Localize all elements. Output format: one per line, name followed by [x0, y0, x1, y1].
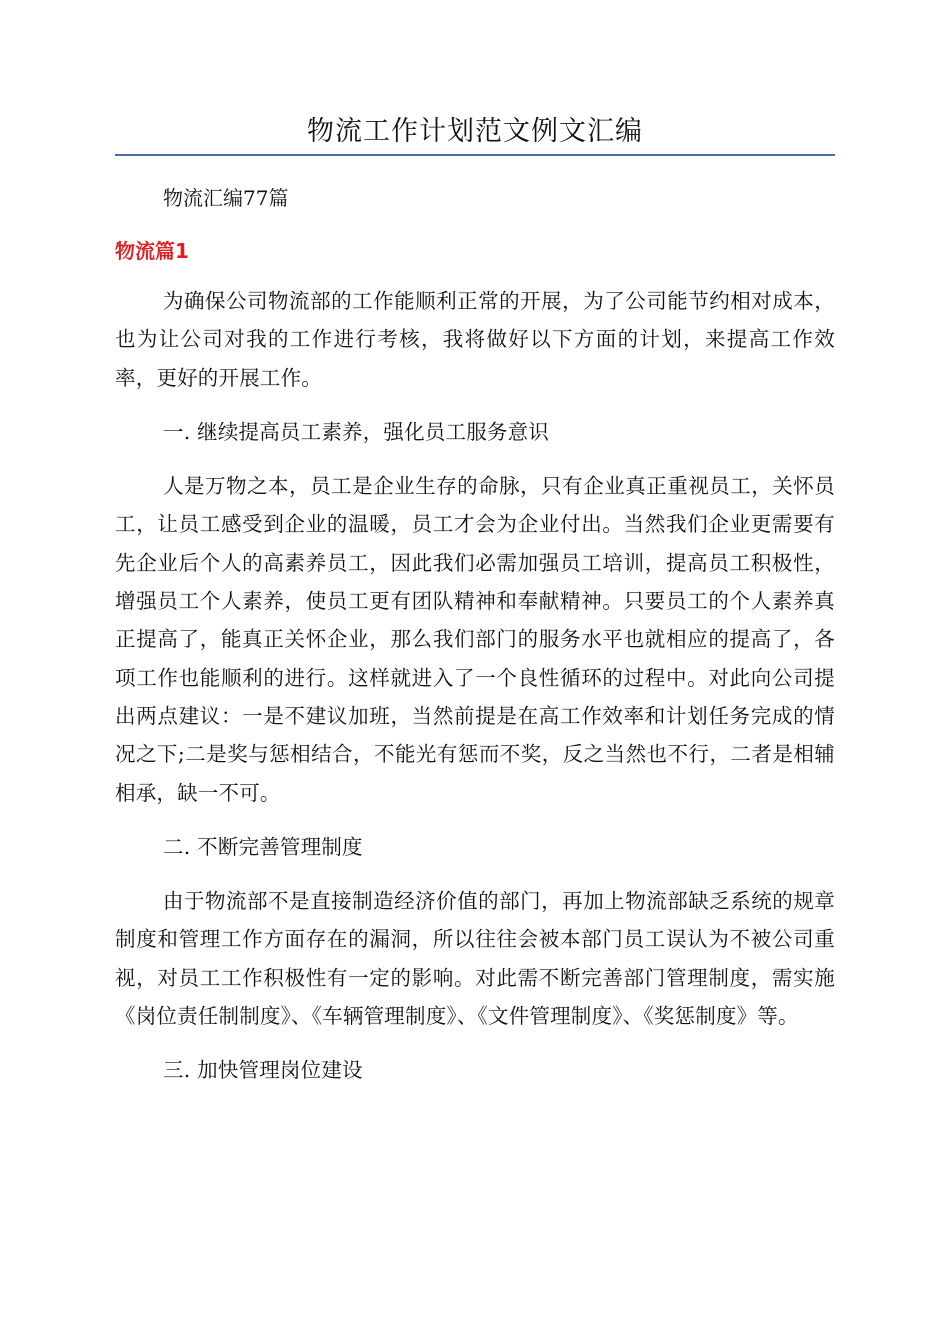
- document-page: [115, 112, 835, 1090]
- document-subtitle: 物流汇编77篇: [163, 186, 289, 210]
- paragraph-management: 由于物流部不是直接制造经济价值的部门，再加上物流部缺乏系统的规章制度和管理工作方面存在的漏洞，所以往往会被本部门员工误认为不被公司重视，对员工工作积极性有一定的影响。对此需不断完善部门管理制度，需实施《岗位责任制制度》、《车辆管理制度》、《文件管理制度》、《奖惩制度》等。: [115, 889, 835, 1029]
- title-underline: [115, 154, 835, 156]
- paragraph-intro: 为确保公司物流部的工作能顺利正常的开展，为了公司能节约相对成本，也为让公司对我的工作进行考核，我将做好以下方面的计划，来提高工作效率，更好的开展工作。: [115, 289, 835, 390]
- section-heading: 物流篇1: [115, 239, 189, 263]
- list-item-heading-2: 二. 不断完善管理制度: [163, 834, 363, 859]
- document-title: 物流工作计划范文例文汇编: [307, 116, 643, 147]
- list-item-heading-1: 一. 继续提高员工素养，强化员工服务意识: [163, 419, 550, 444]
- list-item-heading-3: 三. 加快管理岗位建设: [163, 1058, 363, 1083]
- paragraph-staff: 人是万物之本，员工是企业生存的命脉，只有企业真正重视员工，关怀员工，让员工感受到企业的温暖，员工才会为企业付出。当然我们企业更需要有先企业后个人的高素养员工，因此我们必需加强员工培训，提高员工积极性，增强员工个人素养，使员工更有团队精神和奉献精神。只要员工的个人素养真正提高了，能真正关怀企业，那么我们部门的服务水平也就相应的提高了，各项工作也能顺利的进行。这样就进入了一个良性循环的过程中。对此向公司提出两点建议：一是不建议加班，当然前提是在高工作效率和计划任务完成的情况之下;二是奖与惩相结合，不能光有惩而不奖，反之当然也不行，二者是相辅相承，缺一不可。: [115, 474, 835, 805]
